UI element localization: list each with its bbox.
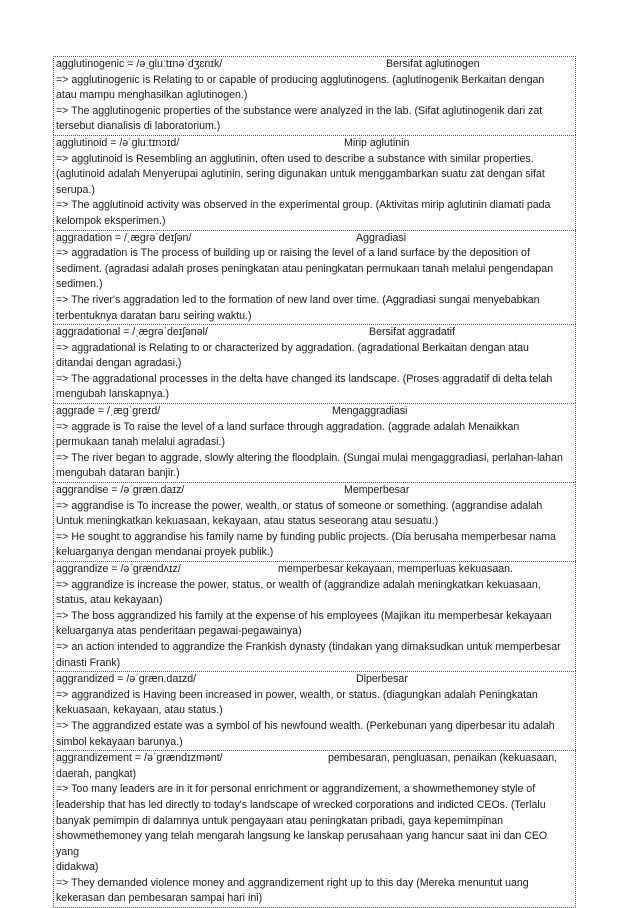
entry-text-line: terbentuknya daratan baru seiring waktu.) xyxy=(56,309,252,322)
entry-header xyxy=(56,136,573,152)
entry-header xyxy=(56,672,573,688)
entry-text-line: daerah, pangkat) xyxy=(56,767,137,780)
entry-text-line: keluarganya dengan mendanai proyek publik.) xyxy=(56,546,274,559)
entry-translation: memperbesar kekayaan, memperluas kekuasaan. xyxy=(278,563,513,575)
entry-text-line: => The agglutinoid activity was observed in the experimental group. (Aktivitas mirip aglutinin diamati pada xyxy=(56,199,551,212)
entry-translation: Mirip aglutinin xyxy=(344,136,410,149)
entry-text-line: => aggradation is The process of building up or raising the level of a land surface by the deposition of xyxy=(56,247,530,260)
entry-header xyxy=(56,404,573,420)
entry-text-line: keluarganya atas penderitaan pegawai-pegawainya) xyxy=(56,625,302,638)
entry-text-line: => The river began to aggrade, slowly altering the floodplain. (Sungai mulai mengaggradiasi, perlahan-lahan xyxy=(56,451,563,464)
entry-headword: aggrandize = /əˈgrændʌɪz/ xyxy=(56,563,181,575)
entry-header xyxy=(56,325,573,341)
entry-text-line: ditandai dengan agradasi.) xyxy=(56,357,182,370)
entry-text-line: mengubah lanskapnya.) xyxy=(56,388,170,401)
entry-text-line: => The aggradational processes in the delta have changed its landscape. (Proses aggradatif di delta telah xyxy=(56,372,553,385)
entry-text-line: kekuasaan, kekayaan, atau status.) xyxy=(56,704,223,717)
entry-headword: agglutinoid = /əˈgluːtɪnɔɪd/ xyxy=(56,136,180,149)
entry-text-line: => The river's aggradation led to the formation of new land over time. (Aggradiasi sungai menyebabkan xyxy=(56,293,540,306)
entry-header xyxy=(56,57,573,73)
dictionary-entry xyxy=(53,671,576,750)
entry-headword: agglutinogenic = /əˌgluːtɪnəˈdʒɛnɪk/ xyxy=(56,58,223,70)
entry-text-line: => They demanded violence money and aggrandizement right up to this day (Mereka menuntut uang xyxy=(56,876,529,889)
dictionary-entry xyxy=(53,750,576,908)
entry-text-line: => aggrandized is Having been increased in power, wealth, or status. (diagungkan adalah Peningkatan xyxy=(56,688,538,701)
entry-text-line: tersebut dianalisis di laboratorium.) xyxy=(56,120,221,133)
entry-text-line: => aggrandise is To increase the power, wealth, or status of someone or something. (aggrandise adalah xyxy=(56,499,543,512)
entry-text-line: mengubah dataran banjir.) xyxy=(56,467,180,480)
entry-headword: aggradational = /ˌægrəˈdeɪʃənəl/ xyxy=(56,326,208,339)
entry-text-line: => The aggrandized estate was a symbol of his newfound wealth. (Perkebunan yang diperbesar itu adalah xyxy=(56,719,555,732)
dictionary-entry xyxy=(53,230,576,325)
entry-translation: Bersifat aggradatif xyxy=(369,326,455,339)
dictionary-table xyxy=(53,56,576,908)
entry-translation: pembesaran, pengluasan, penaikan (kekuasaan, xyxy=(328,752,558,765)
entry-text-line: => Too many leaders are in it for personal enrichment or aggrandizement, a showmethemoney style of xyxy=(56,783,536,796)
entry-text-line: => He sought to aggrandise his family name by funding public projects. (Dia berusaha memperbesar nama xyxy=(56,530,556,543)
dictionary-entry xyxy=(53,324,576,403)
entry-text-line: => agglutinogenic is Relating to or capable of producing agglutinogens. (aglutinogenik Berkaitan dengan xyxy=(56,73,545,86)
entry-headword: aggrandise = /əˈgræn.daɪz/ xyxy=(56,484,185,497)
entry-text-line: kelompok eksperimen.) xyxy=(56,214,166,227)
entry-header xyxy=(56,231,573,247)
dictionary-entry xyxy=(53,135,576,230)
entry-text-line: showmethemoney yang telah mengarah langsung ke lanskap perusahaan yang hancur saat ini dan CEO yang xyxy=(56,830,548,858)
entry-text-line: permukaan tanah melalui agradasi.) xyxy=(56,436,226,449)
entry-headword: aggrade = /ˌægˈgreɪd/ xyxy=(56,405,161,418)
entry-text-line: status, atau kekayaan) xyxy=(56,594,163,607)
entry-text-line: simbol kekayaan barunya.) xyxy=(56,735,183,748)
entry-translation: Aggradiasi xyxy=(356,231,407,244)
entry-text-line: Untuk meningkatkan kekuasaan, kekayaan, atau status seseorang atau sesuatu.) xyxy=(56,515,439,528)
entry-headword: aggrandizement = /əˈgrændɪzmənt/ xyxy=(56,752,223,765)
entry-text-line: dinasti Frank) xyxy=(56,656,121,669)
entry-text-line: => agglutinoid is Resembling an agglutinin, often used to describe a substance with similar properties. xyxy=(56,152,534,165)
entry-header xyxy=(56,483,573,499)
entry-text-line: sedimen.) xyxy=(56,278,103,291)
entry-header xyxy=(56,751,573,767)
dictionary-entry xyxy=(53,561,576,671)
entry-headword: aggrandized = /əˈgræn.daɪzd/ xyxy=(56,673,197,686)
dictionary-entry xyxy=(53,482,576,561)
entry-text-line: atau mampu menghasilkan aglutinogen.) xyxy=(56,89,248,102)
entry-text-line: => an action intended to aggrandize the Frankish dynasty (tindakan yang dimaksudkan untuk memperbesar xyxy=(56,640,561,653)
dictionary-entry xyxy=(53,403,576,482)
entry-headword: aggradation = /ˌægrəˈdeɪʃən/ xyxy=(56,231,192,244)
entry-text-line: kekerasan dan pembesaran sampai hari ini) xyxy=(56,892,263,905)
entry-text-line: banyak pemimpin di dalamnya untuk pengayaan atau peningkatan pribadi, gaya kepemimpinan xyxy=(56,814,504,827)
dictionary-entry xyxy=(53,56,576,135)
entry-text-line: => The agglutinogenic properties of the substance were analyzed in the lab. (Sifat aglutinogenik dari zat xyxy=(56,104,543,117)
entry-text-line: (aglutinoid adalah Menyerupai aglutinin, sering digunakan untuk menggambarkan suatu zat dengan sifat xyxy=(56,168,545,181)
entry-text-line: sediment. (agradasi adalah proses peningkatan atau peningkatan permukaan tanah melalui pengendapan xyxy=(56,262,554,275)
entry-translation: Memperbesar xyxy=(344,484,410,497)
entry-text-line: => aggradational is Relating to or characterized by aggradation. (agradational Berkaitan dengan atau xyxy=(56,341,529,354)
entry-translation: Diperbesar xyxy=(356,673,408,686)
entry-text-line: leadership that has led directly to today's landscape of wrecked corporations and indicted CEOs. (Terlalu xyxy=(56,798,546,811)
entry-text-line: => aggrandize is increase the power, status, or wealth of (aggrandize adalah meningkatkan kekuasaan, xyxy=(56,578,541,591)
entry-text-line: serupa.) xyxy=(56,183,95,196)
entry-translation: Mengaggradiasi xyxy=(332,405,408,418)
entry-text-line: => The boss aggrandized his family at the expense of his employees (Majikan itu memperbesar kekayaan xyxy=(56,609,552,622)
entry-header xyxy=(56,562,573,578)
entry-text-line: => aggrade is To raise the level of a land surface through aggradation. (aggrade adalah Menaikkan xyxy=(56,420,520,433)
entry-translation: Bersifat aglutinogen xyxy=(386,58,480,70)
entry-text-line: didakwa) xyxy=(56,861,99,874)
